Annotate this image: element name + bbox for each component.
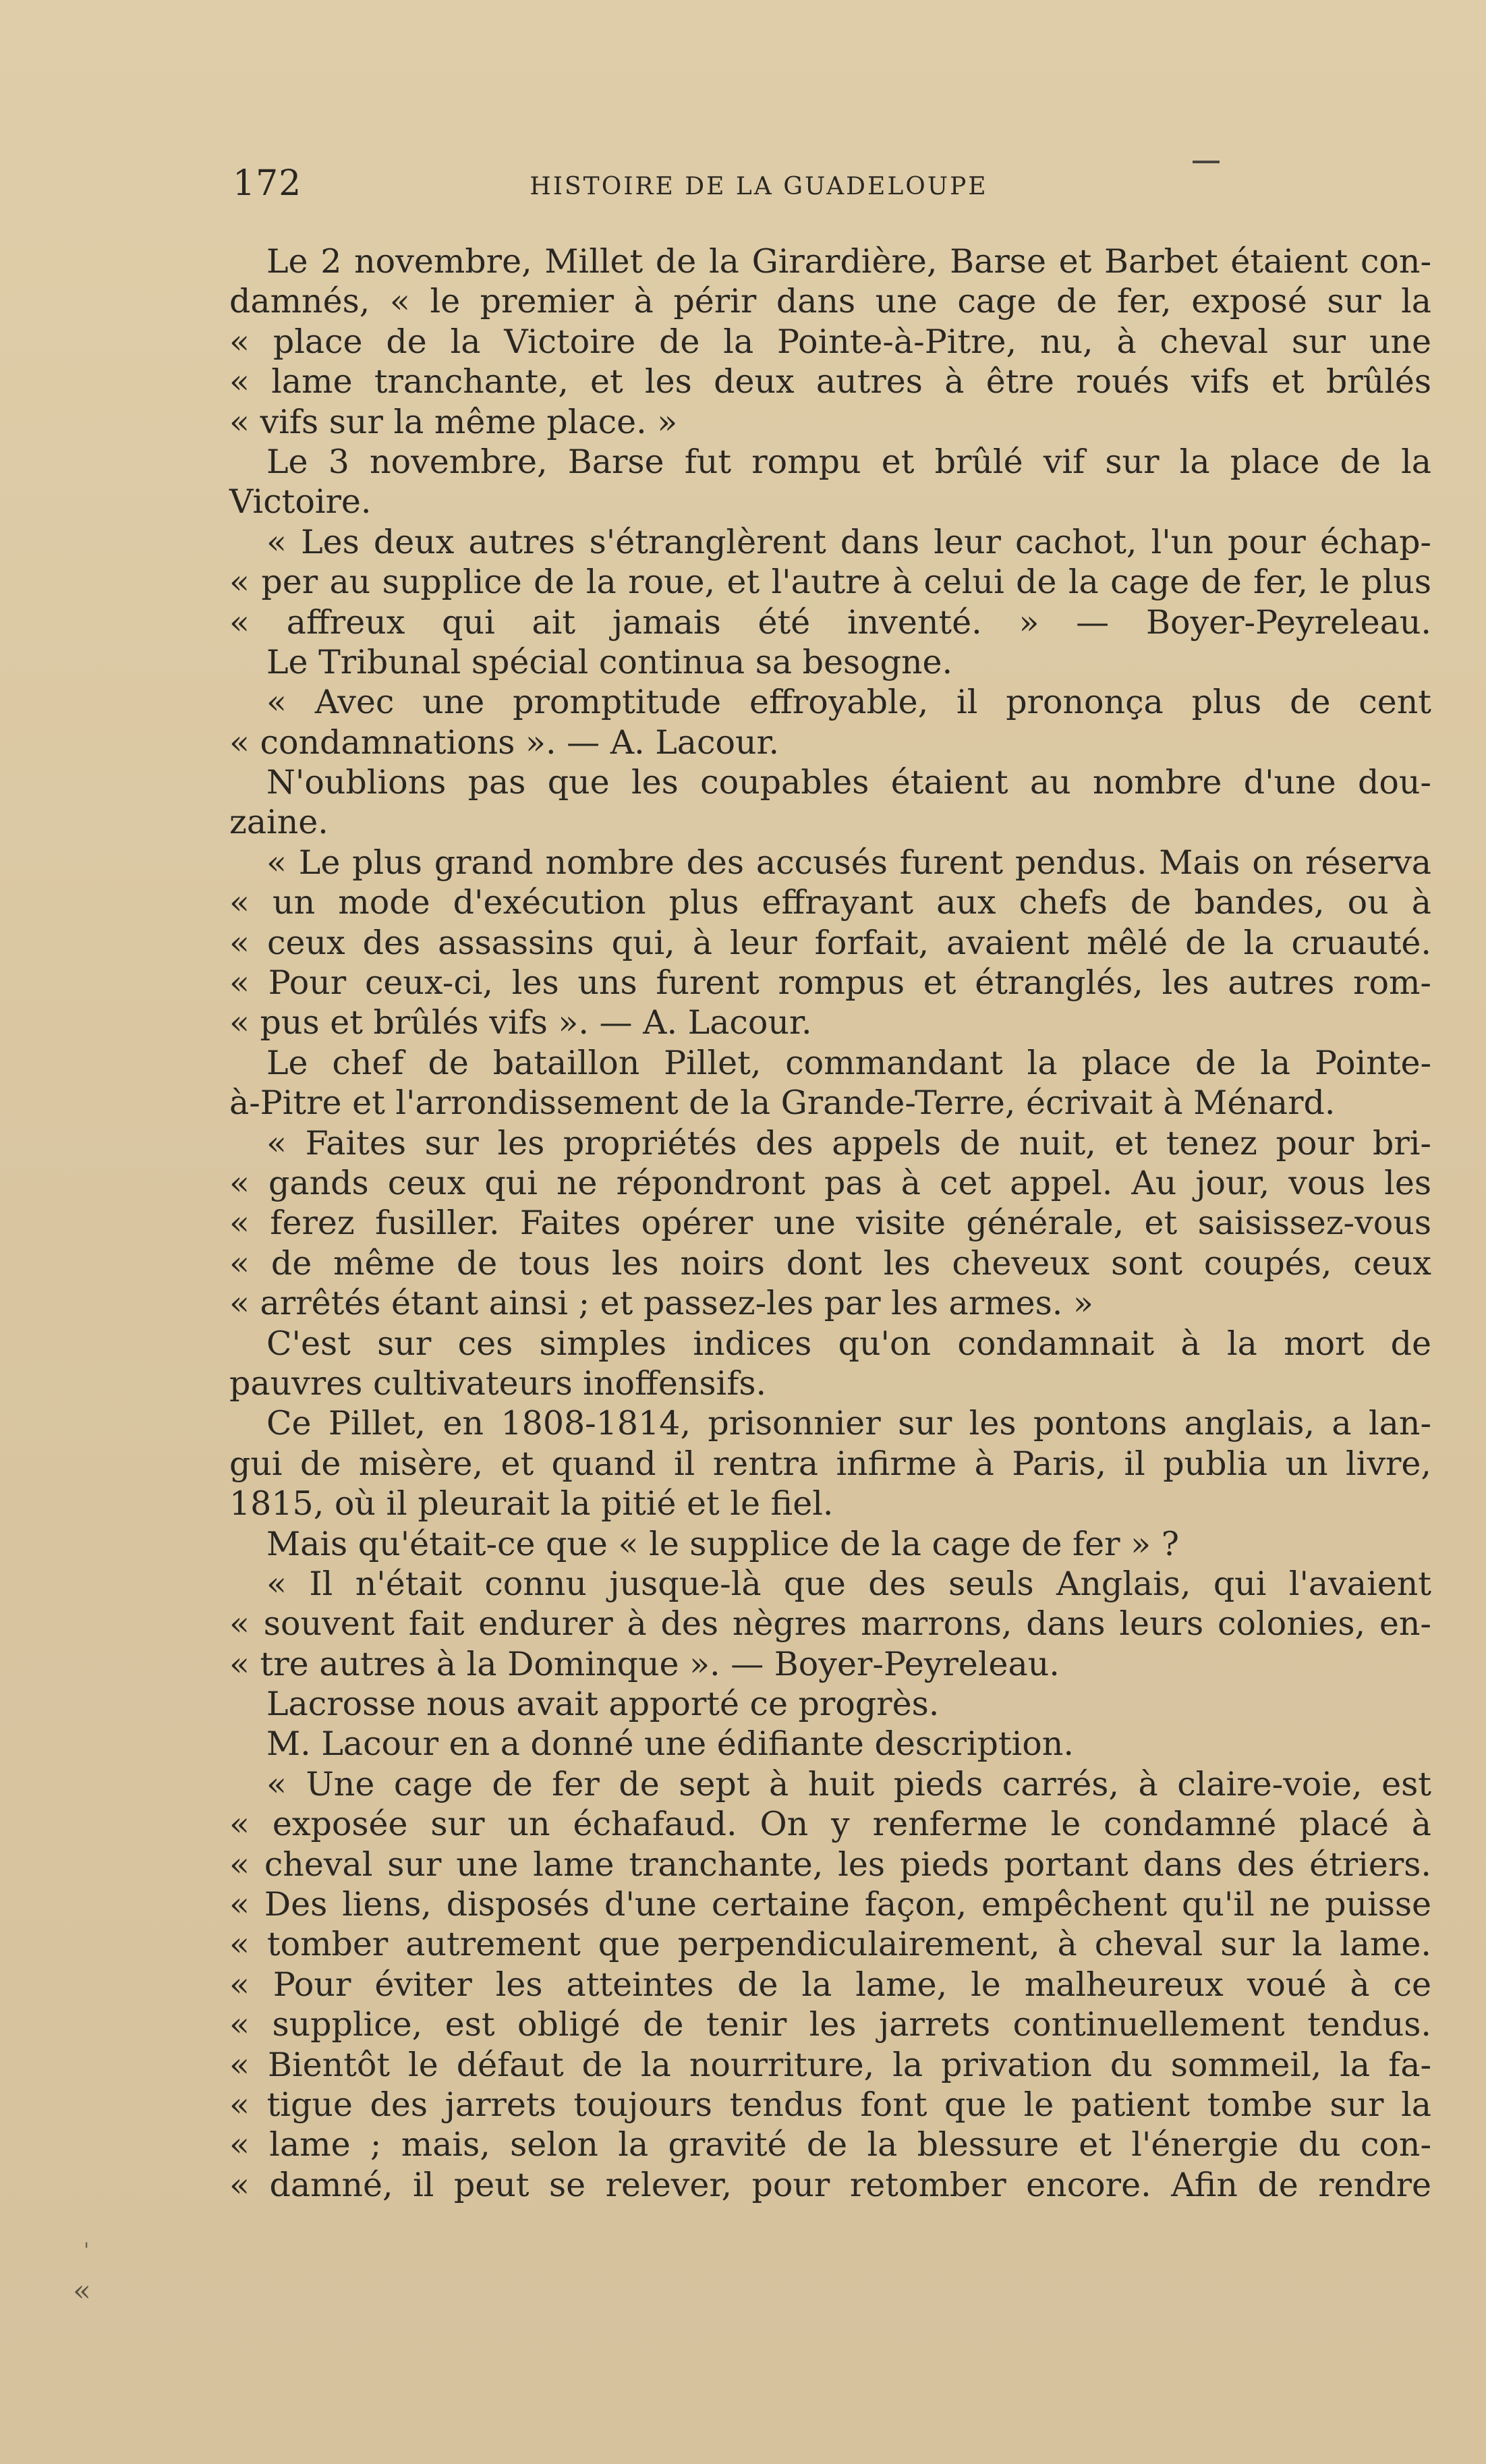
- text-line: « lame ; mais, selon la gravité de la blessure et l'énergie du con-: [229, 2125, 1431, 2164]
- text-line: Le chef de bataillon Pillet, commandant la place de la Pointe-: [266, 1043, 1431, 1082]
- text-line: « Les deux autres s'étranglèrent dans leur cachot, l'un pour échap-: [266, 522, 1431, 561]
- body-text: [229, 242, 1431, 2205]
- text-line: damnés, « le premier à périr dans une cage de fer, exposé sur la: [229, 282, 1431, 321]
- text-line: « tre autres à la Dominque ». — Boyer-Peyreleau.: [229, 1644, 1060, 1683]
- text-line: M. Lacour en a donné une édifiante description.: [266, 1725, 1074, 1764]
- text-line: gui de misère, et quand il rentra infirme à Paris, il publia un livre,: [229, 1444, 1431, 1483]
- text-line: « un mode d'exécution plus effrayant aux chefs de bandes, ou à: [229, 883, 1431, 922]
- text-line: « supplice, est obligé de tenir les jarrets continuellement tendus.: [229, 2005, 1431, 2044]
- text-line: « Pour ceux-ci, les uns furent rompus et étranglés, les autres rom-: [229, 963, 1431, 1003]
- text-line: « per au supplice de la roue, et l'autre à celui de la cage de fer, le plus: [229, 563, 1431, 602]
- text-line: « place de la Victoire de la Pointe-à-Pitre, nu, à cheval sur une: [229, 322, 1431, 361]
- text-line: « arrêtés étant ainsi ; et passez-les par les armes. »: [229, 1284, 1093, 1323]
- text-line: Le Tribunal spécial continua sa besogne.: [266, 642, 953, 681]
- running-head: HISTOIRE DE LA GUADELOUPE: [530, 173, 988, 200]
- text-line: 1815, où il pleurait la pitié et le fiel.: [229, 1484, 834, 1523]
- margin-mark: «: [73, 2274, 91, 2308]
- page-number: 172: [233, 163, 302, 204]
- text-line: « Avec une promptitude effroyable, il prononça plus de cent: [266, 683, 1431, 722]
- text-line: à-Pitre et l'arrondissement de la Grande-Terre, écrivait à Ménard.: [229, 1084, 1336, 1123]
- text-line: « Des liens, disposés d'une certaine façon, empêchent qu'il ne puisse: [229, 1885, 1431, 1924]
- text-line: Le 3 novembre, Barse fut rompu et brûlé vif sur la place de la: [266, 442, 1431, 481]
- text-line: « cheval sur une lame tranchante, les pieds portant dans des étriers.: [229, 1845, 1431, 1884]
- text-line: Mais qu'était-ce que « le supplice de la cage de fer » ?: [266, 1524, 1180, 1563]
- text-line: « Pour éviter les atteintes de la lame, le malheureux voué à ce: [229, 1965, 1431, 2004]
- text-line: zaine.: [229, 803, 328, 842]
- text-line: « Faites sur les propriétés des appels de nuit, et tenez pour bri-: [266, 1123, 1431, 1163]
- text-line: « condamnations ». — A. Lacour.: [229, 723, 780, 762]
- text-line: « affreux qui ait jamais été inventé. » — Boyer-Peyreleau.: [229, 603, 1431, 642]
- text-line: « de même de tous les noirs dont les cheveux sont coupés, ceux: [229, 1243, 1431, 1283]
- page-header: [233, 163, 1285, 211]
- text-line: Lacrosse nous avait apporté ce progrès.: [266, 1685, 940, 1724]
- text-line: « damné, il peut se relever, pour retomber encore. Afin de rendre: [229, 2165, 1431, 2204]
- text-line: « pus et brûlés vifs ». — A. Lacour.: [229, 1003, 812, 1042]
- text-line: pauvres cultivateurs inoffensifs.: [229, 1364, 767, 1403]
- text-line: « Une cage de fer de sept à huit pieds carrés, à claire-voie, est: [266, 1764, 1431, 1803]
- text-line: « tomber autrement que perpendiculairement, à cheval sur la lame.: [229, 1925, 1431, 1964]
- text-line: Victoire.: [229, 482, 372, 522]
- text-line: N'oublions pas que les coupables étaient au nombre d'une dou-: [266, 763, 1431, 802]
- text-line: « souvent fait endurer à des nègres marrons, dans leurs colonies, en-: [229, 1604, 1431, 1644]
- text-line: « gands ceux qui ne répondront pas à cet appel. Au jour, vous les: [229, 1163, 1431, 1202]
- text-line: « ferez fusiller. Faites opérer une visite générale, et saisissez-vous: [229, 1204, 1431, 1243]
- text-line: « Il n'était connu jusque-là que des seuls Anglais, qui l'avaient: [266, 1564, 1431, 1603]
- text-line: Ce Pillet, en 1808-1814, prisonnier sur les pontons anglais, a lan-: [266, 1404, 1431, 1443]
- text-line: « Le plus grand nombre des accusés furent pendus. Mais on réserva: [266, 843, 1431, 882]
- text-line: « vifs sur la même place. »: [229, 402, 678, 441]
- text-line: « tigue des jarrets toujours tendus font que le patient tombe sur la: [229, 2085, 1431, 2124]
- text-line: « Bientôt le défaut de la nourriture, la privation du sommeil, la fa-: [229, 2045, 1431, 2084]
- margin-mark-small: ': [84, 2239, 90, 2262]
- text-line: « lame tranchante, et les deux autres à être roués vifs et brûlés: [229, 362, 1431, 401]
- text-line: « ceux des assassins qui, à leur forfait, avaient mêlé de la cruauté.: [229, 923, 1431, 962]
- text-line: « exposée sur un échafaud. On y renferme le condamné placé à: [229, 1805, 1431, 1844]
- text-line: C'est sur ces simples indices qu'on condamnait à la mort de: [266, 1324, 1431, 1363]
- text-line: Le 2 novembre, Millet de la Girardière, Barse et Barbet étaient con-: [266, 242, 1431, 281]
